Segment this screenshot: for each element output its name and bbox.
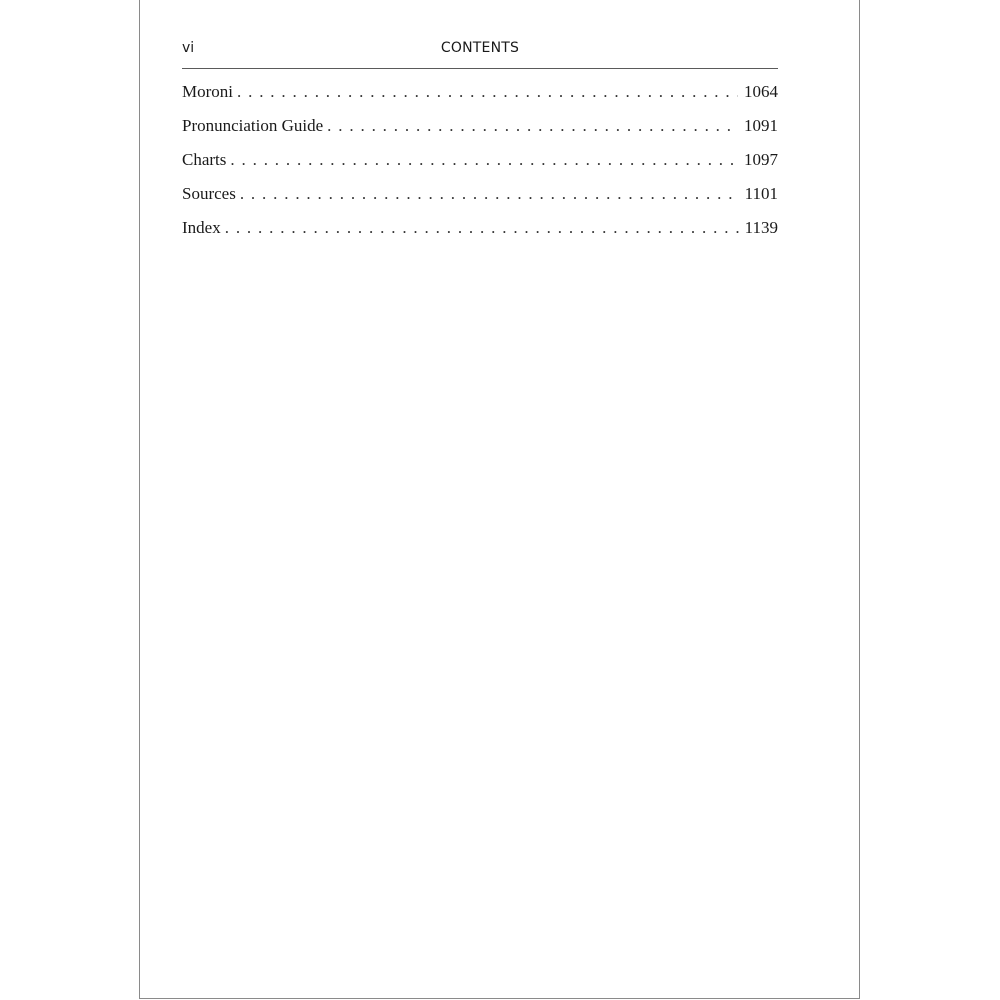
- dot-leader: [237, 79, 738, 105]
- toc-entry-index[interactable]: [182, 215, 778, 249]
- toc-entry-sources[interactable]: [182, 181, 778, 215]
- dot-leader: [327, 113, 738, 139]
- page-folio: vi: [182, 40, 195, 56]
- table-of-contents: [182, 79, 778, 249]
- toc-entry-charts[interactable]: [182, 147, 778, 181]
- book-page: [139, 0, 860, 999]
- toc-entry-title: Moroni: [182, 82, 233, 101]
- toc-entry-page: 1091: [744, 116, 778, 135]
- toc-entry-title: Sources: [182, 184, 236, 203]
- dot-leader: [225, 215, 739, 241]
- toc-entry-pronunciation-guide[interactable]: [182, 113, 778, 147]
- toc-entry-page: 1139: [744, 218, 778, 237]
- dot-leader: [240, 181, 739, 207]
- toc-entry-moroni[interactable]: [182, 79, 778, 113]
- page-header: [182, 38, 778, 69]
- toc-entry-page: 1097: [744, 150, 778, 169]
- toc-entry-title: Index: [182, 218, 221, 237]
- toc-entry-title: Charts: [182, 150, 227, 169]
- toc-entry-title: Pronunciation Guide: [182, 116, 324, 135]
- dot-leader: [230, 147, 738, 173]
- running-title: CONTENTS: [440, 40, 520, 56]
- toc-entry-page: 1064: [744, 82, 778, 101]
- toc-entry-page: 1101: [744, 184, 778, 203]
